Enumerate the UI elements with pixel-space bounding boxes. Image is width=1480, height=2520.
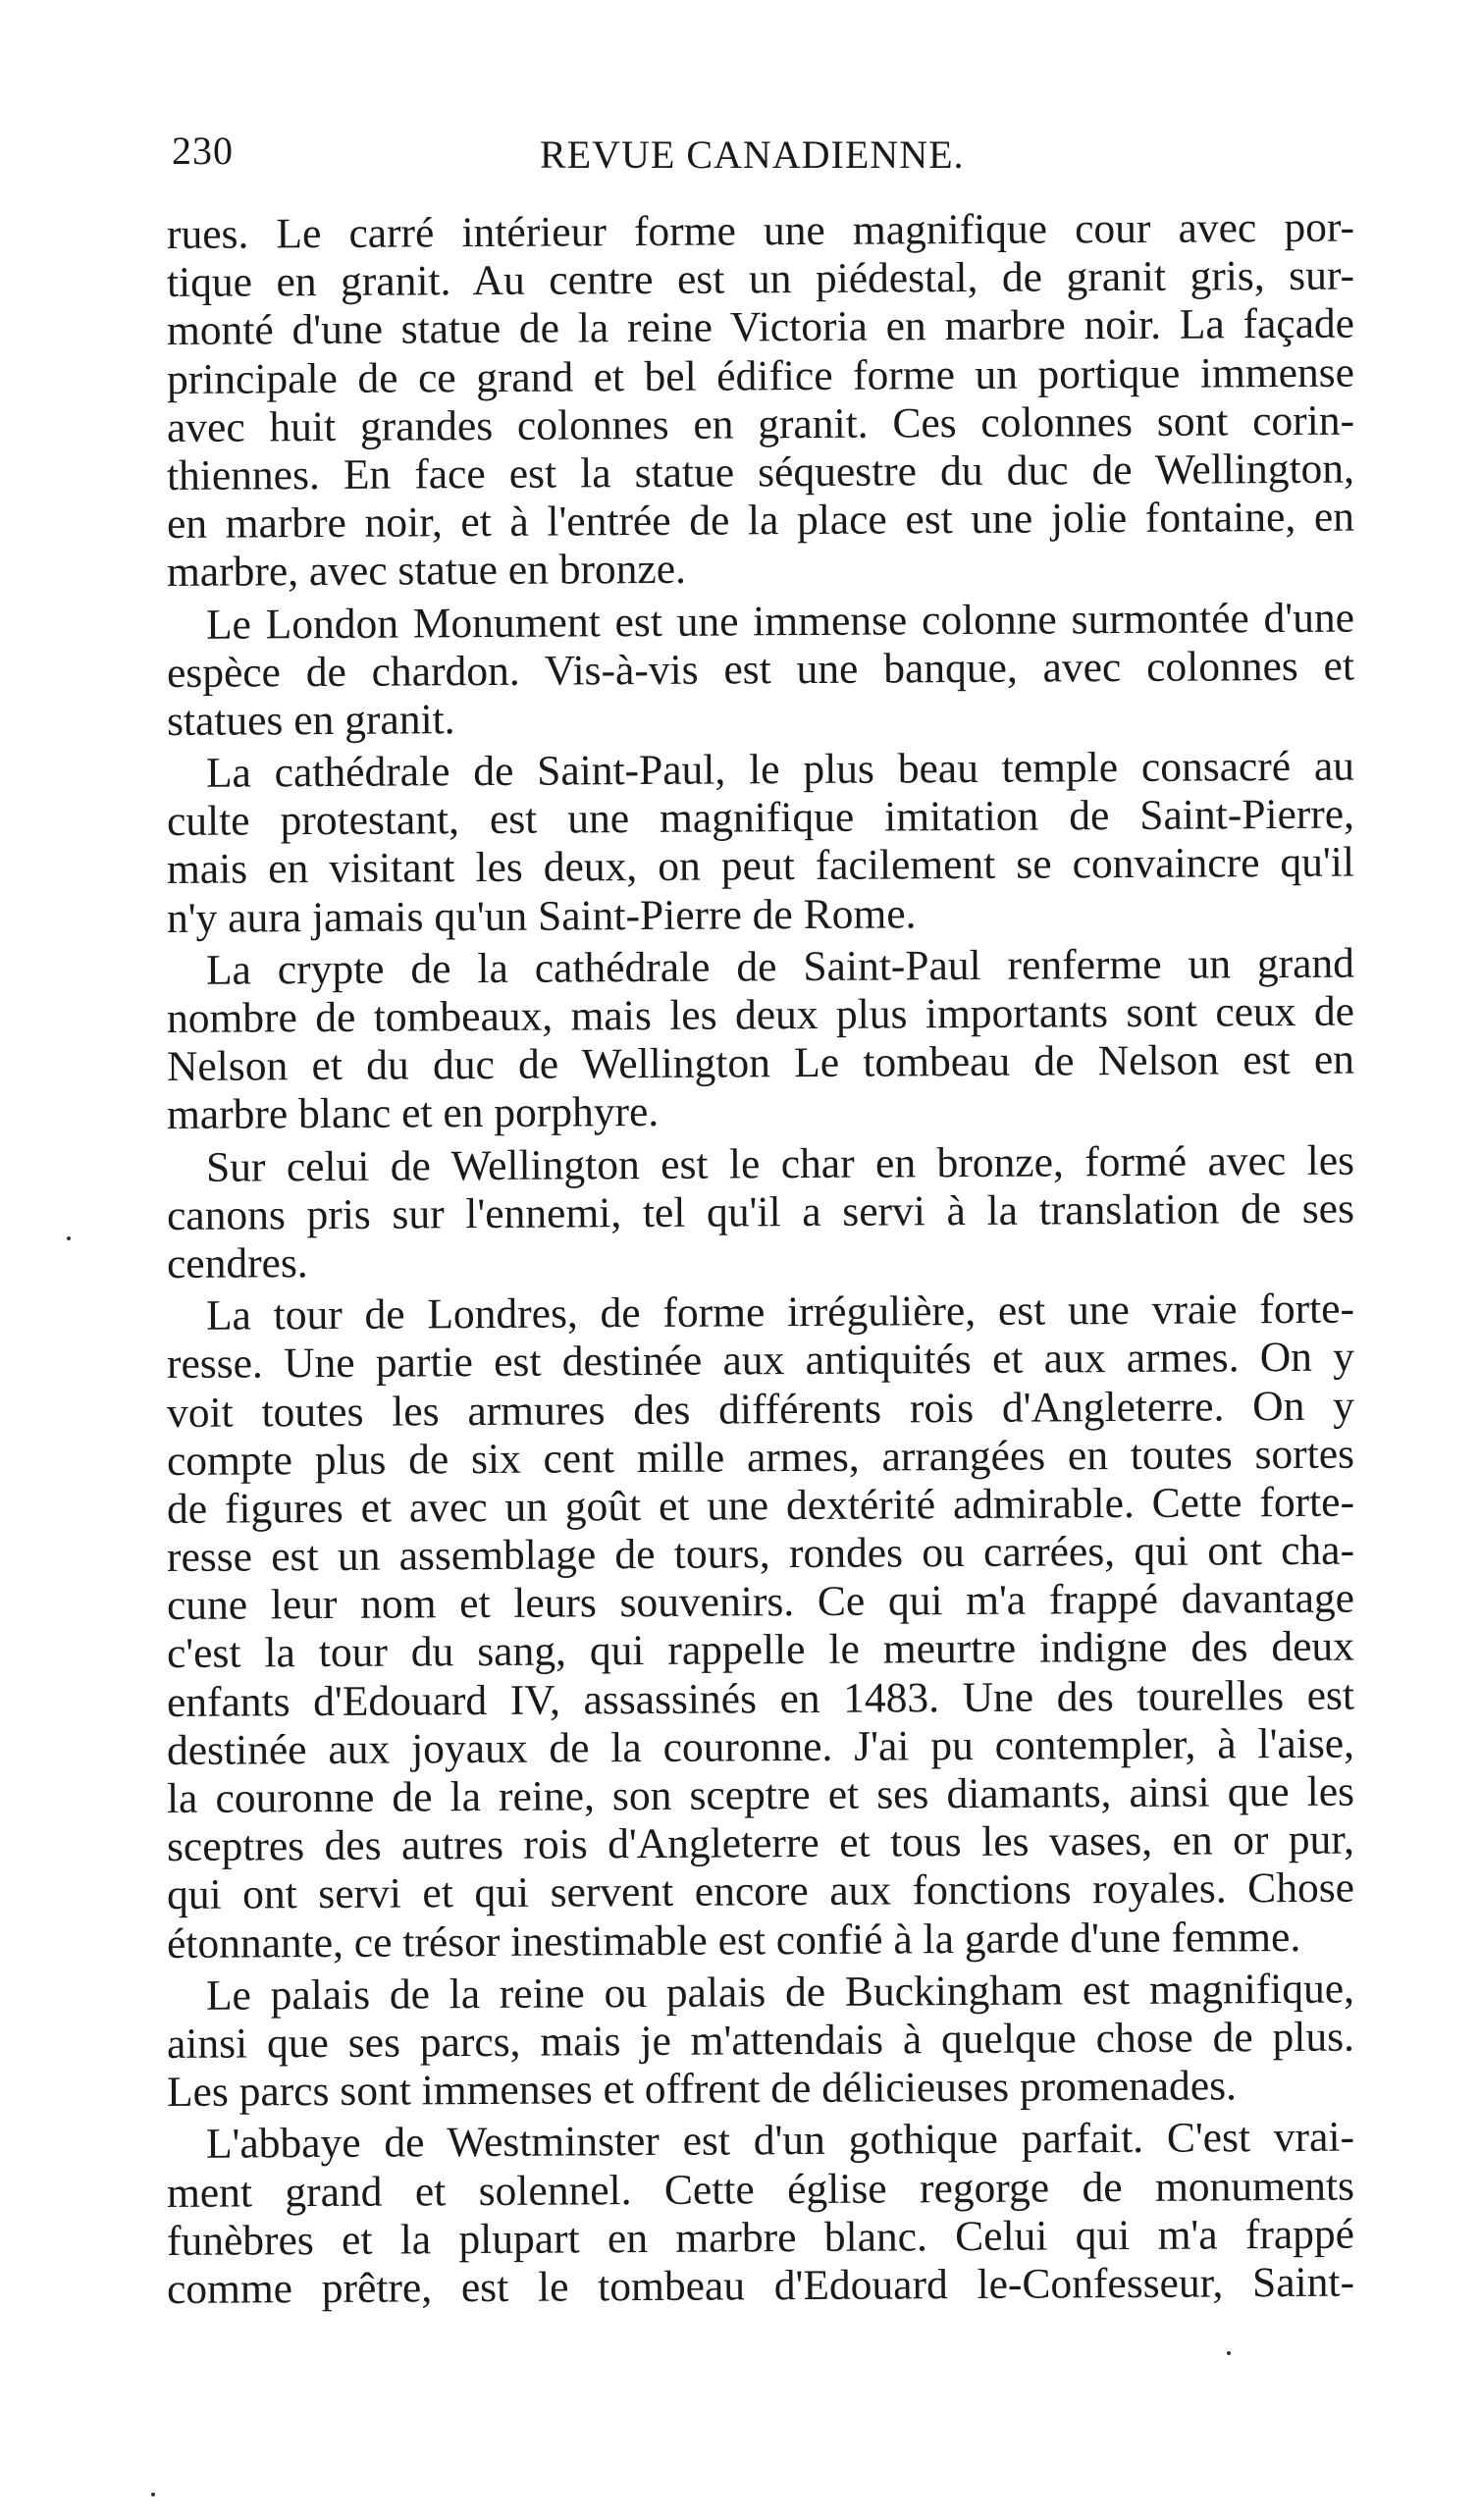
text-line: Nelson et du duc de Wellington Le tombeau de Nelson est en <box>166 1035 1355 1091</box>
document-page <box>167 118 1354 2314</box>
print-speck <box>67 1236 71 1240</box>
text-line: étonnante, ce trésor inestimable est confié à la garde d'une femme. <box>166 1913 1301 1968</box>
text-line: tique en granit. Au centre est un piédestal, de granit gris, sur- <box>166 251 1355 307</box>
text-line: cune leur nom et leurs souvenirs. Ce qui m'a frappé davantage <box>166 1574 1355 1630</box>
text-line: marbre, avec statue en bronze. <box>166 546 687 597</box>
text-line: ment grand et solennel. Cette église regorge de monuments <box>166 2162 1355 2217</box>
text-line: qui ont servi et qui servent encore aux fonctions royales. Chose <box>166 1864 1355 1919</box>
text-line: en marbre noir, et à l'entrée de la place est une jolie fontaine, en <box>166 493 1355 549</box>
text-line: rues. Le carré intérieur forme une magnifique cour avec por- <box>166 203 1355 258</box>
text-line: resse est un assemblage de tours, rondes ou carrées, qui ont cha- <box>166 1526 1355 1582</box>
text-line: espèce de chardon. Vis-à-vis est une banque, avec colonnes et <box>166 642 1355 697</box>
text-line: c'est la tour du sang, qui rappelle le meurtre indigne des deux <box>166 1623 1355 1678</box>
text-line: de figures et avec un goût et une dextérité admirable. Cette forte- <box>166 1478 1355 1533</box>
text-line: n'y aura jamais qu'un Saint-Pierre de Rome. <box>166 889 917 942</box>
text-line: Le palais de la reine ou palais de Buckingham est magnifique, <box>205 1965 1355 2020</box>
body-text <box>166 203 1355 2314</box>
print-speck <box>1227 2351 1231 2355</box>
text-line: mais en visitant les deux, on peut facilement se convaincre qu'il <box>166 839 1355 894</box>
text-line: principale de ce grand et bel édifice forme un portique immense <box>166 348 1355 403</box>
text-line: thiennes. En face est la statue séquestre du duc de Wellington, <box>166 445 1355 499</box>
text-line: La tour de Londres, de forme irrégulière, est une vraie forte- <box>205 1285 1355 1339</box>
text-line: destinée aux joyaux de la couronne. J'ai pu contempler, à l'aise, <box>166 1719 1355 1774</box>
text-line: canons pris sur l'ennemi, tel qu'il a servi à la translation de ses <box>166 1184 1355 1239</box>
text-line: nombre de tombeaux, mais les deux plus importants sont ceux de <box>166 987 1355 1042</box>
text-line: voit toutes les armures des différents rois d'Angleterre. On y <box>166 1382 1355 1437</box>
text-line: funèbres et la plupart en marbre blanc. Celui qui m'a frappé <box>166 2210 1355 2265</box>
page-number: 230 <box>172 129 234 173</box>
text-line: Les parcs sont immenses et offrent de délicieuses promenades. <box>166 2062 1238 2117</box>
text-line: compte plus de six cent mille armes, arrangées en toutes sortes <box>166 1430 1355 1485</box>
text-line: Sur celui de Wellington est le char en bronze, formé avec les <box>205 1136 1355 1191</box>
text-line: comme prêtre, est le tombeau d'Edouard le-Confesseur, Saint- <box>166 2258 1355 2313</box>
text-line: cendres. <box>166 1239 308 1287</box>
text-line: avec huit grandes colonnes en granit. Ces colonnes sont corin- <box>166 396 1355 451</box>
text-line: ainsi que ses parcs, mais je m'attendais à quelque chose de plus. <box>166 2013 1355 2068</box>
text-line: la couronne de la reine, son sceptre et ses diamants, ainsi que les <box>166 1767 1355 1822</box>
text-line: Le London Monument est une immense colonne surmontée d'une <box>205 594 1355 649</box>
text-line: culte protestant, est une magnifique imitation de Saint-Pierre, <box>166 790 1355 846</box>
running-title: REVUE CANADIENNE. <box>540 132 965 177</box>
text-line: statues en granit. <box>166 696 455 745</box>
text-line: La crypte de la cathédrale de Saint-Paul renferme un grand <box>205 939 1355 994</box>
page-header <box>167 118 1354 186</box>
text-line: enfants d'Edouard IV, assassinés en 1483. Une des tourelles est <box>166 1671 1355 1726</box>
text-line: sceptres des autres rois d'Angleterre et tous les vases, en or pur, <box>166 1815 1355 1871</box>
text-line: marbre blanc et en porphyre. <box>166 1088 660 1139</box>
print-speck <box>151 2493 155 2496</box>
text-line: L'abbaye de Westminster est d'un gothique parfait. C'est vrai- <box>205 2113 1355 2169</box>
text-line: La cathédrale de Saint-Paul, le plus beau temple consacré au <box>205 742 1355 797</box>
text-line: monté d'une statue de la reine Victoria en marbre noir. La façade <box>166 299 1355 355</box>
text-line: resse. Une partie est destinée aux antiquités et aux armes. On y <box>166 1333 1355 1389</box>
